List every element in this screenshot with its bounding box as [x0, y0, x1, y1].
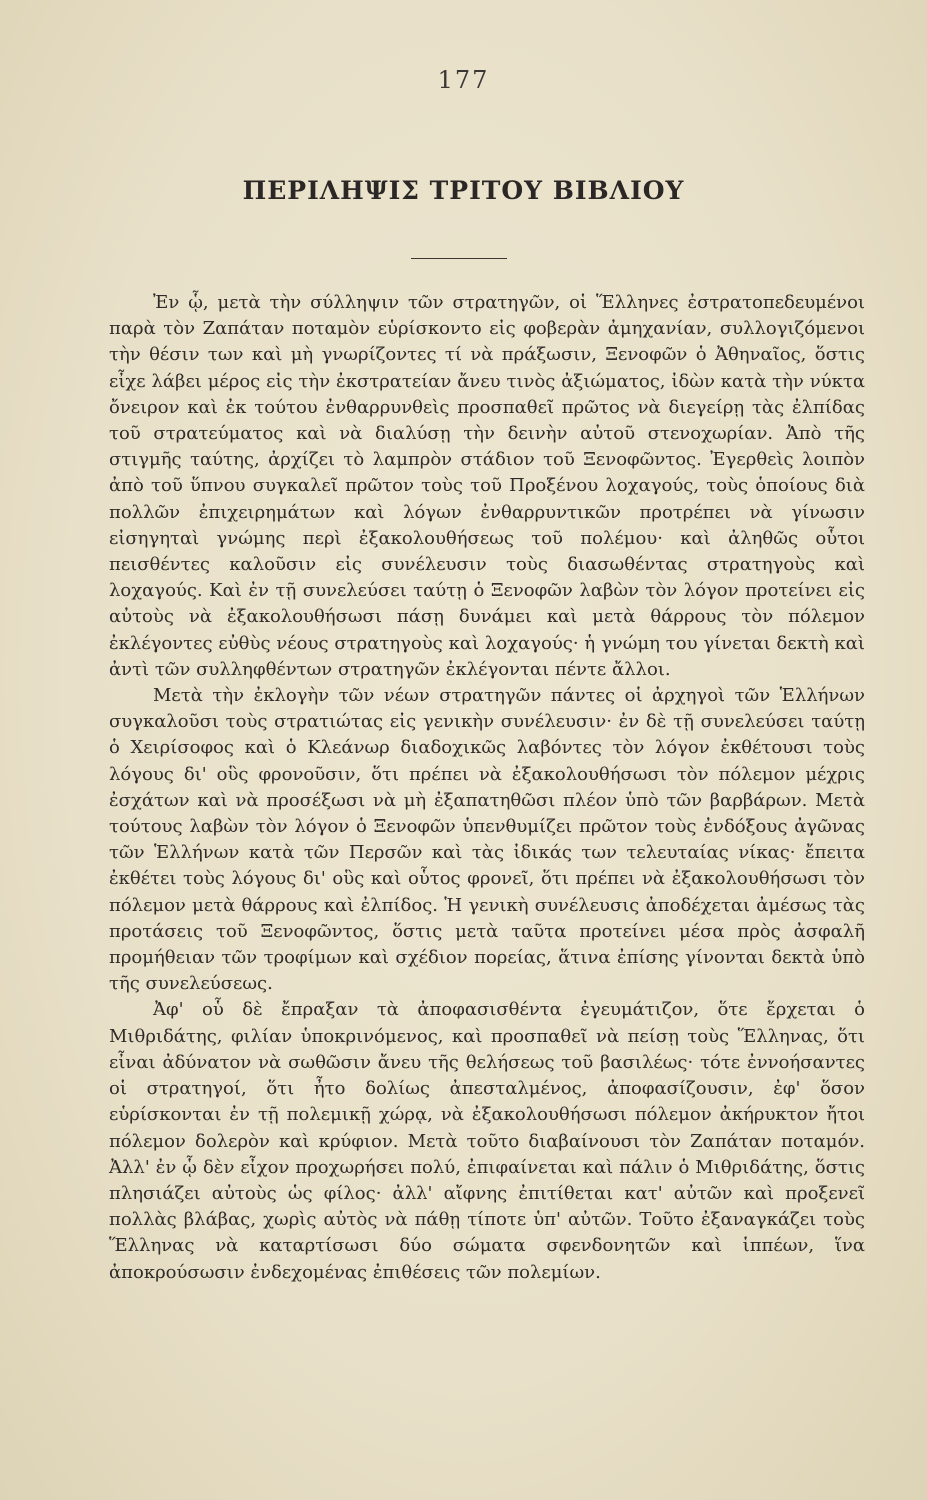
page-number: 177: [437, 66, 490, 94]
title-divider: [411, 258, 507, 259]
paragraph: Ἐν ᾧ, μετὰ τὴν σύλληψιν τῶν στρατηγῶν, οἱ Ἕλληνες ἐστρατοπεδευμένοι παρὰ τὸν Ζαπάταν ποταμὸν εὑρίσκοντο εἰς φοβερὰν ἀμηχανίαν, συλλογιζόμενοι τὴν θέσιν των καὶ μὴ γνωρίζοντες τί νὰ πράξωσιν, Ξενοφῶν ὁ Ἀθηναῖος, ὅστις εἶχε λάβει μέρος εἰς τὴν ἐκστρατείαν ἄνευ τινὸς ἀξιώματος, ἰδὼν κατὰ τὴν νύκτα ὄνειρον καὶ ἐκ τούτου ἐνθαρρυνθεὶς προσπαθεῖ πρῶτος νὰ διεγείρῃ τὰς ἐλπίδας τοῦ στρατεύματος καὶ νὰ διαλύσῃ τὴν δεινὴν αὐτοῦ στενοχωρίαν. Ἀπὸ τῆς στιγμῆς ταύτης, ἀρχίζει τὸ λαμπρὸν στάδιον τοῦ Ξενοφῶντος. Ἐγερθεὶς λοιπὸν ἀπὸ τοῦ ὕπνου συγκαλεῖ πρῶτον τοὺς τοῦ Προξένου λοχαγούς, τοὺς ὁποίους διὰ πολλῶν ἐπιχειρημάτων καὶ λόγων ἐνθαρρυντικῶν προτρέπει νὰ γίνωσιν εἰσηγηταὶ γνώμης περὶ ἐξακολουθήσεως τοῦ πολέμου· καὶ ἀληθῶς οὗτοι πεισθέντες καλοῦσιν εἰς συνέλευσιν τοὺς διασωθέντας στρατηγοὺς καὶ λοχαγούς. Καὶ ἐν τῇ συνελεύσει ταύτῃ ὁ Ξενοφῶν λαβὼν τὸν λόγον προτείνει εἰς αὐτοὺς νὰ ἐξακολουθήσωσι πάσῃ δυνάμει καὶ μετὰ θάρρους τὸν πόλεμον ἐκλέγοντες εὐθὺς νέους στρατηγοὺς καὶ λοχαγούς· ἡ γνώμη του γίνεται δεκτὴ καὶ ἀντὶ τῶν συλληφθέντων στρατηγῶν ἐκλέγονται πέντε ἄλλοι.: [109, 292, 865, 680]
paragraph: Μετὰ τὴν ἐκλογὴν τῶν νέων στρατηγῶν πάντες οἱ ἀρχηγοὶ τῶν Ἑλλήνων συγκαλοῦσι τοὺς στρατιώτας εἰς γενικὴν συνέλευσιν· ἐν δὲ τῇ συνελεύσει ταύτῃ ὁ Χειρίσοφος καὶ ὁ Κλεάνωρ διαδοχικῶς λαβόντες τὸν λόγον ἐκθέτουσι τοὺς λόγους δι' οὓς φρονοῦσιν, ὅτι πρέπει νὰ ἐξακολουθήσωσι τὸν πόλεμον μέχρις ἐσχάτων καὶ νὰ προσέξωσι νὰ μὴ ἐξαπατηθῶσι πλέον ὑπὸ τῶν βαρβάρων. Μετὰ τούτους λαβὼν τὸν λόγον ὁ Ξενοφῶν ὑπενθυμίζει πρῶτον τοὺς ἐνδόξους ἀγῶνας τῶν Ἑλλήνων κατὰ τῶν Περσῶν καὶ τὰς ἰδικάς των τελευταίας νίκας· ἔπειτα ἐκθέτει τοὺς λόγους δι' οὓς καὶ οὗτος φρονεῖ, ὅτι πρέπει νὰ ἐξακολουθήσωσι τὸν πόλεμον μετὰ θάρρους καὶ ἐλπίδος. Ἡ γενικὴ συνέλευσις ἀποδέχεται ἀμέσως τὰς προτάσεις τοῦ Ξενοφῶντος, ὅστις μετὰ ταῦτα προτείνει μέσα πρὸς ἀσφαλῆ προμήθειαν τῶν τροφίμων καὶ σχέδιον πορείας, ἅτινα ἐπίσης γίνονται δεκτὰ ὑπὸ τῆς συνελεύσεως.: [109, 685, 865, 995]
paragraph: Ἀφ' οὗ δὲ ἔπραξαν τὰ ἀποφασισθέντα ἐγευμάτιζον, ὅτε ἔρχεται ὁ Μιθριδάτης, φιλίαν ὑποκρινόμενος, καὶ προσπαθεῖ νὰ πείσῃ τοὺς Ἕλληνας, ὅτι εἶναι ἀδύνατον νὰ σωθῶσιν ἄνευ τῆς θελήσεως τοῦ βασιλέως· τότε ἐννοήσαντες οἱ στρατηγοί, ὅτι ἦτο δολίως ἀπεσταλμένος, ἀποφασίζουσιν, ἐφ' ὅσον εὑρίσκονται ἐν τῇ πολεμικῇ χώρᾳ, νὰ ἐξακολουθήσωσι πόλεμον ἀκήρυκτον ἤτοι πόλεμον δολερὸν καὶ κρύφιον. Μετὰ τοῦτο διαβαίνουσι τὸν Ζαπάταν ποταμόν. Ἀλλ' ἐν ᾧ δὲν εἶχον προχωρήσει πολύ, ἐπιφαίνεται καὶ πάλιν ὁ Μιθριδάτης, ὅστις πλησιάζει αὐτοὺς ὡς φίλος· ἀλλ' αἴφνης ἐπιτίθεται κατ' αὐτῶν καὶ προξενεῖ πολλὰς βλάβας, χωρὶς αὐτὸς νὰ πάθῃ τίποτε ὑπ' αὐτῶν. Τοῦτο ἐξαναγκάζει τοὺς Ἕλληνας νὰ καταρτίσωσι δύο σώματα σφενδονητῶν καὶ ἱππέων, ἵνα ἀποκρούσωσιν ἐνδεχομένας ἐπιθέσεις τῶν πολεμίων.: [109, 999, 865, 1283]
section-title: ΠΕΡΙΛΗΨΙΣ ΤΡΙΤΟΥ ΒΙΒΛΙΟΥ: [242, 176, 685, 205]
body-text: [109, 290, 865, 1286]
